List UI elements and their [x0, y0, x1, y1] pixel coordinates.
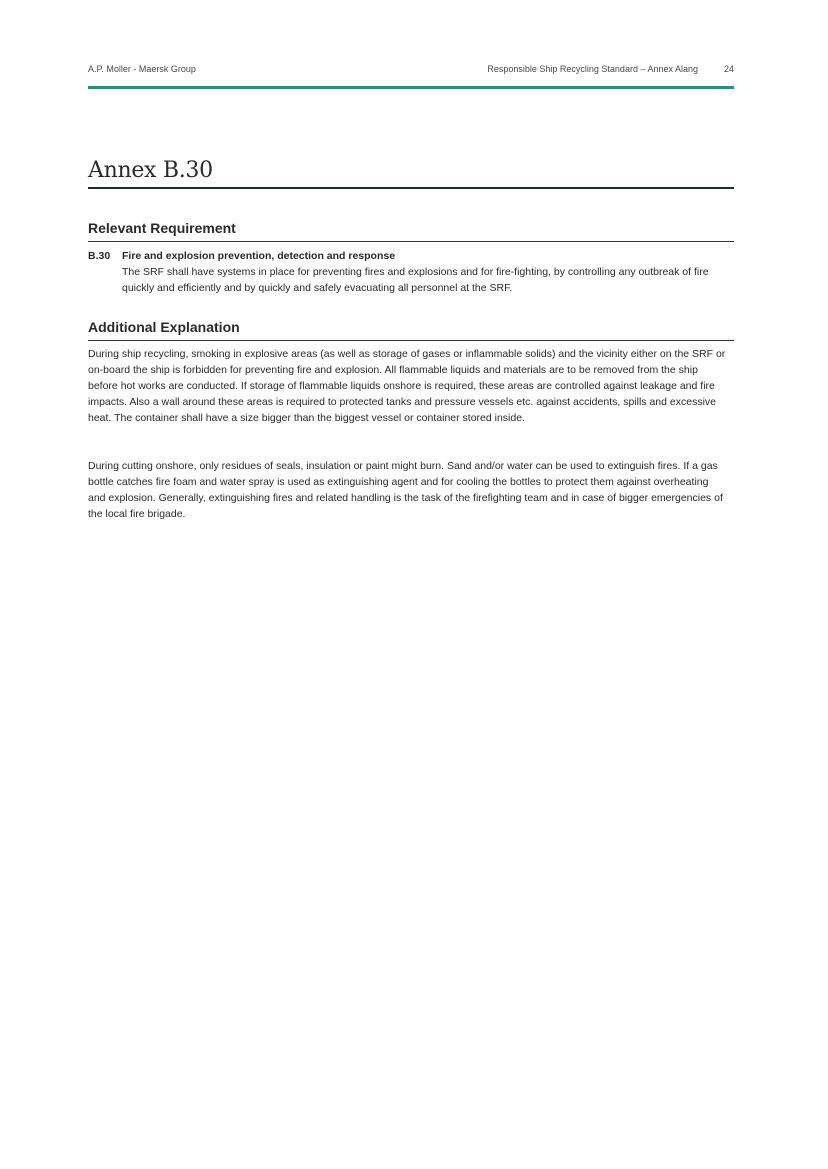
- requirement-body: The SRF shall have systems in place for preventing fires and explosions and for fire-fighting, by controlling any outbreak of fire quickly and efficiently and by quickly and safely evacuating all personnel at the SRF.: [122, 266, 709, 294]
- header-document-title: Responsible Ship Recycling Standard – Annex Alang: [487, 64, 698, 74]
- relevant-requirement-heading: Relevant Requirement: [88, 220, 236, 236]
- requirement-code: B.30: [88, 250, 111, 262]
- explanation-paragraph: During cutting onshore, only residues of seals, insulation or paint might burn. Sand and/or water can be used to extinguish fires. If a gas bottle catches fire foam and water spray is used as extinguishing agent and for cooling the bottles to protect them against overheating and explosion. Generally, extinguishing fires and related handling is the task of the firefighting team and in case of bigger emergencies of the local fire brigade.: [88, 460, 723, 520]
- annex-title: Annex B.30: [88, 158, 213, 183]
- header-page-number: 24: [723, 64, 734, 74]
- page-header: [88, 64, 734, 78]
- relevant-requirement-divider: [88, 241, 734, 242]
- requirement-title: Fire and explosion prevention, detection and response: [122, 250, 396, 262]
- header-company: A.P. Moller - Maersk Group: [88, 64, 196, 74]
- additional-explanation-divider: [88, 340, 734, 341]
- additional-explanation-heading: Additional Explanation: [88, 319, 240, 335]
- explanation-paragraph: During ship recycling, smoking in explosive areas (as well as storage of gases or inflammable solids) and the vicinity either on the SRF or on-board the ship is forbidden for preventing fire and explosion. All flammable liquids and materials are to be removed from the ship before hot works are conducted. If storage of flammable liquids onshore is required, these areas are controlled against leakage and fire impacts. Also a wall around these areas is required to protected tanks and pressure vessels etc. against accidents, spills and excessive heat. The container shall have a size bigger than the biggest vessel or container stored inside.: [88, 348, 726, 424]
- annex-title-divider: [88, 187, 734, 189]
- header-divider: [88, 86, 734, 89]
